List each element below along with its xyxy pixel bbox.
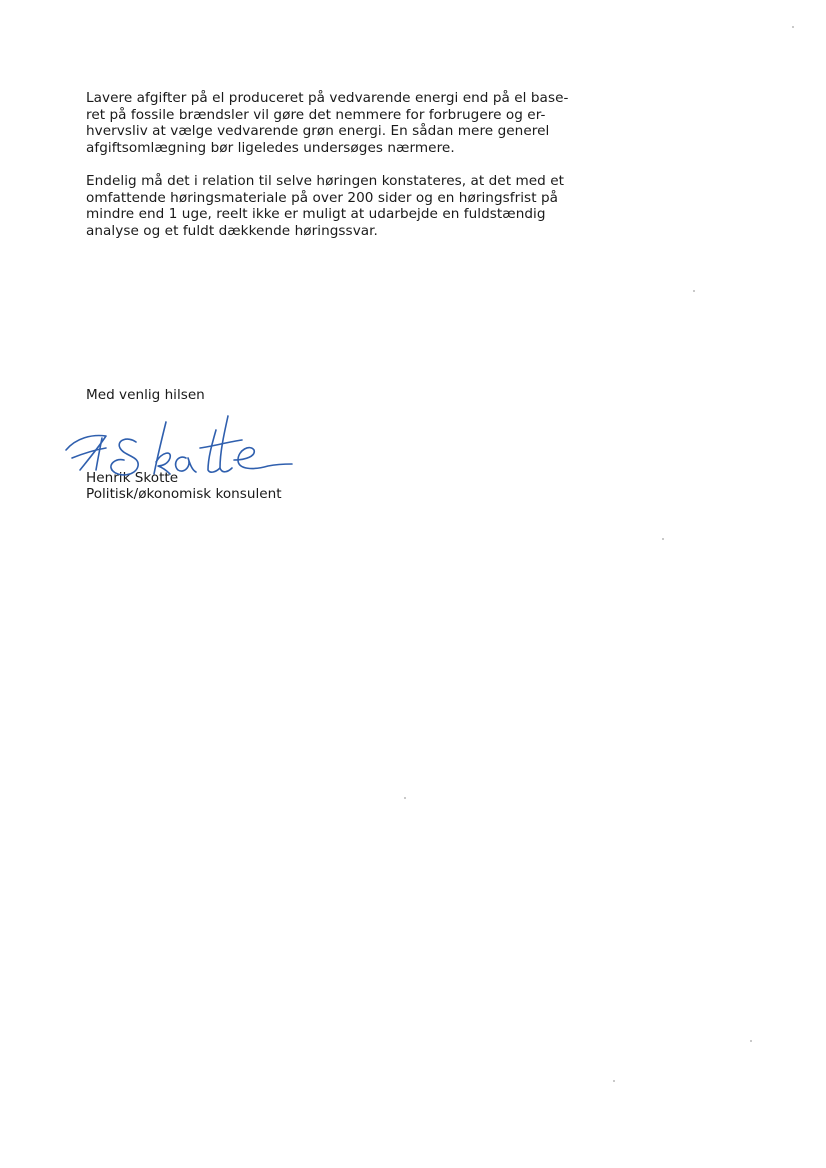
scan-speck	[404, 797, 406, 799]
signer-title: Politisk/økonomisk konsulent	[86, 486, 282, 502]
handwritten-signature	[58, 408, 294, 490]
text-line: hvervsliv at vælge vedvarende grøn energi. En sådan mere generel	[86, 123, 550, 140]
text-line: Lavere afgifter på el produceret på vedvarende energi end på el base-	[86, 90, 569, 106]
scan-speck	[693, 290, 695, 292]
scan-speck	[792, 26, 794, 28]
scan-speck	[662, 538, 664, 540]
scan-speck	[750, 1040, 752, 1042]
text-line: omfattende høringsmateriale på over 200 sider og en høringsfrist på	[86, 189, 559, 206]
text-line: ret på fossile brændsler vil gøre det nemmere for forbrugere og er-	[86, 106, 546, 123]
text-line: mindre end 1 uge, reelt ikke er muligt at udarbejde en fuldstændig	[86, 206, 546, 223]
text-line: analyse og et fuldt dækkende høringssvar.	[86, 223, 378, 240]
closing-greeting: Med venlig hilsen	[86, 387, 205, 403]
scan-speck	[613, 1080, 615, 1082]
paragraph-hearing-remark	[86, 173, 564, 240]
signature-strokes	[66, 416, 292, 475]
text-line: Endelig må det i relation til selve høringen konstateres, at det med et	[86, 173, 565, 189]
signer-name: Henrik Skotte	[86, 470, 179, 486]
text-line: afgiftsomlægning bør ligeledes undersøges nærmere.	[86, 140, 455, 157]
paragraph-tax-proposal	[86, 90, 568, 157]
